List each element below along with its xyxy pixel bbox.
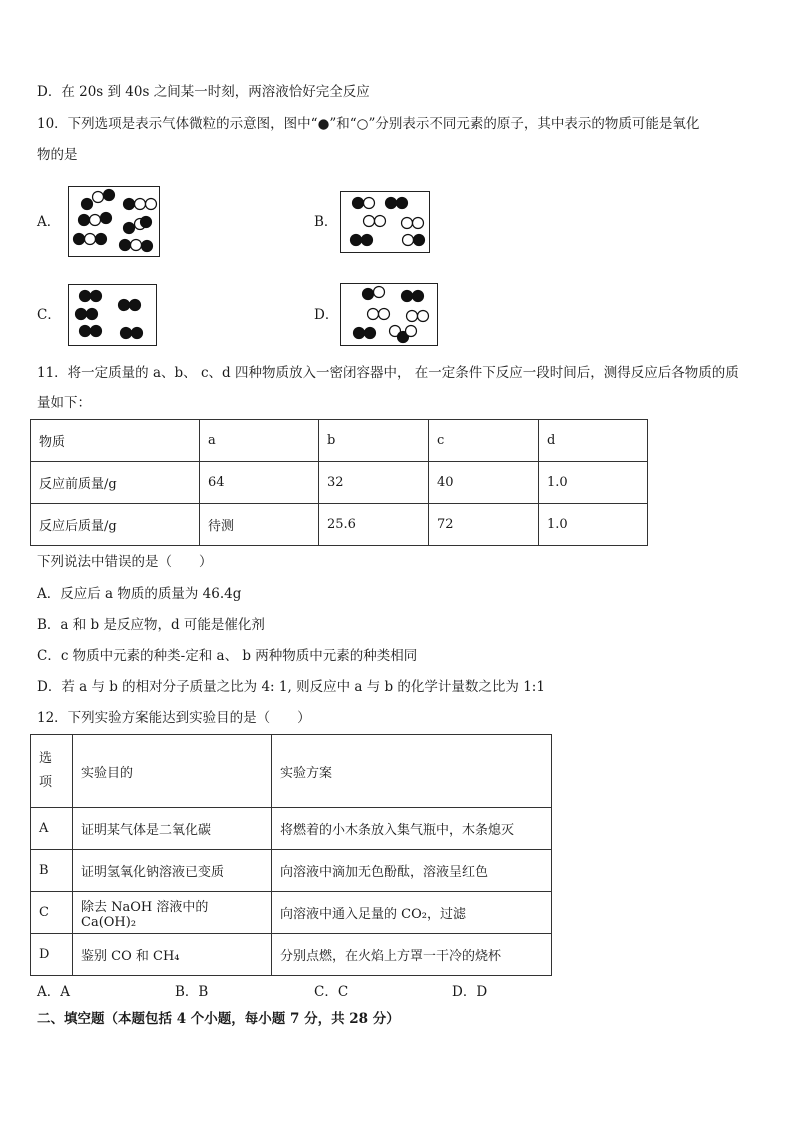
q12-answer-b: B．B: [175, 984, 209, 1000]
q12-header-cell: 选项: [31, 735, 73, 808]
q12-table-row: [31, 892, 552, 934]
q10-option-b-label: B．: [314, 214, 338, 230]
q11-header-cell: d: [539, 420, 648, 462]
q12-answer-d: D．D: [452, 984, 488, 1000]
q10-diagram-c: [68, 284, 157, 346]
q11-header-cell: 物质: [31, 420, 200, 462]
q11-table-row: [31, 462, 648, 504]
q11-cell: 25.6: [319, 504, 429, 546]
q10-diagram-b: [340, 191, 430, 253]
q10-stem-line1: 10．下列选项是表示气体微粒的示意图，图中“●”和“○”分别表示不同元素的原子，其中表示的物质可能是氧化: [37, 116, 700, 132]
q11-cell: 32: [319, 462, 429, 504]
q12-table-row: [31, 808, 552, 850]
q11-stem-line2: 量如下：: [37, 395, 91, 411]
q12-cell: 将燃着的小木条放入集气瓶中，木条熄灭: [272, 808, 552, 850]
q12-cell: 除去 NaOH 溶液中的 Ca(OH)₂: [73, 892, 272, 934]
q11-choice-d: D．若 a 与 b 的相对分子质量之比为 4: 1, 则反应中 a 与 b 的化学计量数之比为 1:1: [37, 679, 545, 695]
q11-table-row: [31, 504, 648, 546]
q12-answer-a: A．A: [37, 984, 70, 1000]
q11-cell: 1.0: [539, 462, 648, 504]
q11-cell: 反应后质量/g: [31, 504, 200, 546]
q11-cell: 40: [429, 462, 539, 504]
q12-header-cell: 实验目的: [73, 735, 272, 808]
q11-choice-c: C．c 物质中元素的种类-定和 a、 b 两种物质中元素的种类相同: [37, 648, 418, 664]
q12-cell: 证明某气体是二氧化碳: [73, 808, 272, 850]
section-2-title: 二、填空题（本题包括 4 个小题，每小题 7 分，共 28 分）: [37, 1011, 400, 1027]
q12-table-header-row: [31, 735, 552, 808]
q9-option-d: D．在 20s 到 40s 之间某一时刻，两溶液恰好完全反应: [37, 84, 370, 100]
q12-answer-c: C．C: [314, 984, 349, 1000]
q12-cell: B: [31, 850, 73, 892]
q12-cell: 向溶液中通入足量的 CO₂，过滤: [272, 892, 552, 934]
q10-stem-line2: 物的是: [37, 147, 78, 163]
q12-cell: 向溶液中滴加无色酚酞，溶液呈红色: [272, 850, 552, 892]
q12-cell: 分别点燃，在火焰上方罩一干冷的烧杯: [272, 934, 552, 976]
q11-cell: 待测: [200, 504, 319, 546]
q11-choice-a: A．反应后 a 物质的质量为 46.4g: [37, 586, 242, 602]
q12-table-row: [31, 850, 552, 892]
q11-cell: 反应前质量/g: [31, 462, 200, 504]
q12-experiment-table: [30, 734, 552, 976]
q11-header-cell: c: [429, 420, 539, 462]
q11-stem-line1: 11．将一定质量的 a、b、 c、d 四种物质放入一密闭容器中， 在一定条件下反应一段时间后，测得反应后各物质的质: [37, 365, 739, 381]
q11-header-cell: a: [200, 420, 319, 462]
q11-cell: 72: [429, 504, 539, 546]
q10-diagram-d: [340, 283, 438, 346]
q10-diagram-a: [68, 186, 160, 257]
q11-header-cell: b: [319, 420, 429, 462]
q12-cell: A: [31, 808, 73, 850]
q12-header-cell: 实验方案: [272, 735, 552, 808]
q11-cell: 1.0: [539, 504, 648, 546]
q11-prompt: 下列说法中错误的是（ ）: [37, 554, 213, 570]
q12-stem: 12．下列实验方案能达到实验目的是（ ）: [37, 710, 311, 726]
q12-cell: 鉴别 CO 和 CH₄: [73, 934, 272, 976]
q12-cell: C: [31, 892, 73, 934]
q12-table-row: [31, 934, 552, 976]
q11-mass-table: [30, 419, 648, 546]
q11-choice-b: B．a 和 b 是反应物，d 可能是催化剂: [37, 617, 265, 633]
q10-option-c-label: C．: [37, 307, 61, 323]
q10-option-a-label: A．: [37, 214, 61, 230]
q11-cell: 64: [200, 462, 319, 504]
q11-table-header-row: [31, 420, 648, 462]
q12-cell: 证明氢氧化钠溶液已变质: [73, 850, 272, 892]
q10-option-d-label: D．: [314, 307, 339, 323]
q12-cell: D: [31, 934, 73, 976]
